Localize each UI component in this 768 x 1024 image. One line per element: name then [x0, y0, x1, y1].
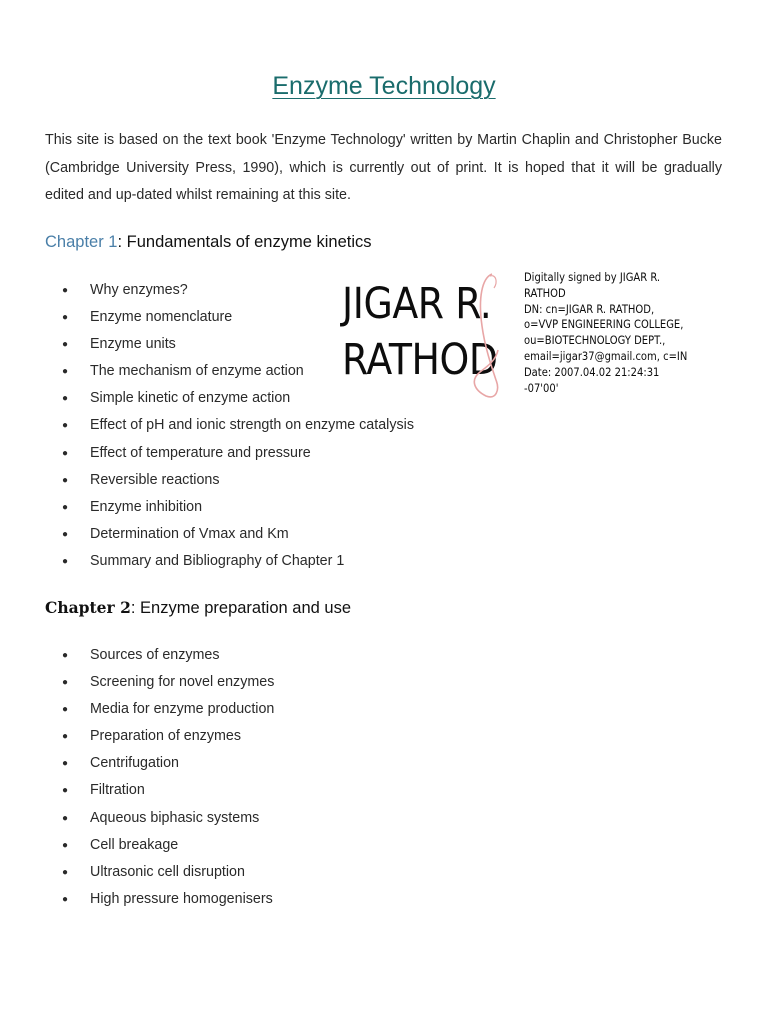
bullet-dot-icon: ●	[62, 501, 69, 513]
topic-label: Screening for novel enzymes	[90, 674, 275, 691]
topic-label: Effect of pH and ionic strength on enzyme catalysis	[90, 417, 414, 434]
topic-label: Effect of temperature and pressure	[90, 444, 311, 461]
topic-label: Aqueous biphasic systems	[90, 809, 260, 826]
list-item[interactable]	[62, 723, 274, 750]
bullet-dot-icon: ●	[62, 866, 69, 878]
topic-label: Cell breakage	[90, 836, 179, 853]
topic-label: Media for enzyme production	[90, 701, 275, 718]
bullet-dot-icon: ●	[62, 839, 69, 851]
chapter-1-separator: :	[117, 233, 123, 251]
chapter-1-number: Chapter 1	[45, 233, 118, 251]
signature-name-line-1: JIGAR R.	[342, 279, 492, 329]
bullet-dot-icon: ●	[62, 366, 69, 378]
signature-detail-line: RATHOD	[524, 285, 566, 300]
signature-name-line-2: RATHOD	[342, 335, 498, 385]
list-item[interactable]	[62, 412, 414, 439]
bullet-dot-icon: ●	[62, 704, 69, 716]
topic-label: Sources of enzymes	[90, 647, 220, 663]
list-item[interactable]	[62, 467, 414, 494]
list-item[interactable]	[62, 859, 274, 886]
bullet-dot-icon: ●	[62, 731, 69, 743]
topic-label: Preparation of enzymes	[90, 728, 241, 745]
topic-label: Reversible reactions	[90, 471, 220, 488]
signature-detail-line: email=jigar37@gmail.com, c=IN	[524, 348, 688, 363]
topic-label: Enzyme inhibition	[90, 498, 203, 515]
bullet-dot-icon: ●	[62, 474, 69, 486]
chapter-2-heading	[45, 598, 351, 618]
list-item[interactable]	[62, 777, 274, 804]
list-item[interactable]	[62, 750, 274, 777]
bullet-dot-icon: ●	[62, 555, 69, 567]
topic-label: Summary and Bibliography of Chapter 1	[90, 552, 345, 569]
topic-label: Centrifugation	[90, 755, 180, 772]
chapter-1-title: Fundamentals of enzyme kinetics	[122, 233, 372, 251]
signature-detail-line: DN: cn=JIGAR R. RATHOD,	[524, 301, 655, 316]
chapter-2-separator: :	[130, 599, 136, 617]
topic-label: Ultrasonic cell disruption	[90, 863, 245, 880]
page-title-text: Enzyme Technology	[272, 72, 496, 100]
list-item[interactable]	[62, 669, 274, 696]
signature-detail-line: -07'00'	[524, 380, 559, 395]
bullet-dot-icon: ●	[62, 420, 69, 432]
bullet-dot-icon: ●	[62, 785, 69, 797]
signature-detail-line: Date: 2007.04.02 21:24:31	[524, 364, 660, 379]
bullet-dot-icon: ●	[62, 312, 69, 324]
bullet-dot-icon: ●	[62, 285, 69, 296]
acrobat-signature-glyph-icon	[452, 268, 512, 403]
list-item[interactable]	[62, 805, 274, 832]
topic-label: Determination of Vmax and Km	[90, 525, 289, 542]
signature-details	[524, 270, 687, 396]
list-item[interactable]	[62, 521, 414, 548]
bullet-dot-icon: ●	[62, 339, 69, 351]
chapter-1-heading	[45, 233, 372, 252]
signature-detail-line: Digitally signed by JIGAR R.	[524, 270, 661, 284]
page-title	[0, 72, 768, 101]
signature-detail-line: o=VVP ENGINEERING COLLEGE,	[524, 317, 684, 332]
list-item[interactable]	[62, 886, 274, 913]
topic-label: Simple kinetic of enzyme action	[90, 390, 291, 407]
bullet-dot-icon: ●	[62, 650, 69, 661]
bullet-dot-icon: ●	[62, 393, 69, 405]
list-item[interactable]	[62, 642, 274, 669]
signature-detail-line: ou=BIOTECHNOLOGY DEPT.,	[524, 333, 666, 348]
topic-label: High pressure homogenisers	[90, 890, 273, 907]
topic-label: Filtration	[90, 782, 145, 799]
bullet-dot-icon: ●	[62, 812, 69, 824]
list-item[interactable]	[62, 494, 414, 521]
bullet-dot-icon: ●	[62, 447, 69, 459]
bullet-dot-icon: ●	[62, 528, 69, 540]
bullet-dot-icon: ●	[62, 893, 69, 905]
topic-label: Why enzymes?	[90, 282, 188, 298]
intro-paragraph: This site is based on the text book 'Enzyme Technology' written by Martin Chaplin and Christopher Bucke (Cambridge University Press, 1990), which is currently out of print. It is hoped that it will be gradually edited and up-dated whilst remaining at this site.	[45, 132, 722, 203]
topic-label: Enzyme units	[90, 336, 176, 353]
chapter-2-number: Chapter 2	[45, 598, 131, 617]
chapter-2-topic-list	[62, 642, 274, 913]
bullet-dot-icon: ●	[62, 758, 69, 770]
list-item[interactable]	[62, 440, 414, 467]
list-item[interactable]	[62, 832, 274, 859]
list-item[interactable]	[62, 696, 274, 723]
bullet-dot-icon: ●	[62, 677, 69, 689]
topic-label: Enzyme nomenclature	[90, 309, 233, 326]
list-item[interactable]	[62, 548, 414, 575]
topic-label: The mechanism of enzyme action	[90, 363, 304, 380]
digital-signature-block[interactable]	[340, 268, 710, 403]
chapter-2-title: Enzyme preparation and use	[135, 599, 352, 617]
